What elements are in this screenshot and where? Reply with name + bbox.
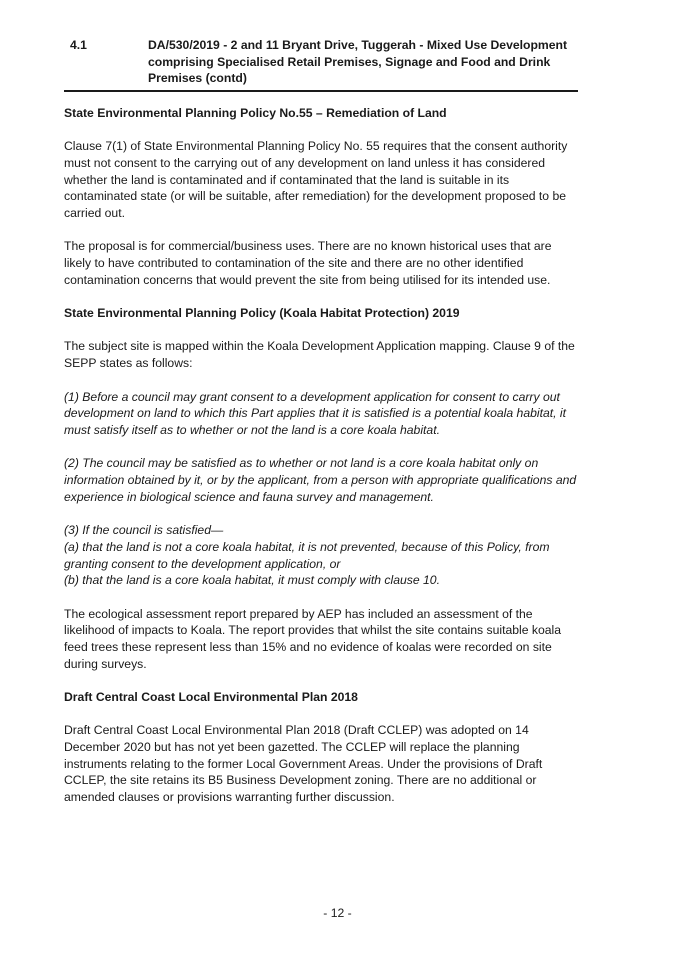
section-heading: State Environmental Planning Policy No.55 – Remediation of Land	[64, 106, 447, 120]
paragraph: Clause 7(1) of State Environmental Planning Policy No. 55 requires that the consent authority must not consent to the carrying out of any development on land unless it has considered whether the land is contaminated and if contaminated that the land is suitable in its contaminated state (or will be suitable, after remediation) for the development proposed to be carried out.	[64, 139, 568, 221]
paragraph: The ecological assessment report prepared by AEP has included an assessment of the likelihood of impacts to Koala. The report provides that whilst the site contains suitable koala feed trees these represent less than 15% and no evidence of koalas were recorded on site during surveys.	[64, 606, 562, 671]
section-heading: State Environmental Planning Policy (Koala Habitat Protection) 2019	[64, 306, 460, 321]
section-sepp55	[64, 105, 578, 289]
section-cclep	[64, 689, 578, 806]
report-header	[64, 37, 578, 92]
quoted-clause: (2) The council may be satisfied as to whether or not land is a core koala habitat only on information obtained by it, or by the applicant, from a person with appropriate qualifications and experience in biological science and fauna survey and management.	[64, 456, 577, 504]
document-body	[64, 105, 578, 823]
paragraph: The subject site is mapped within the Koala Development Application mapping. Clause 9 of the SEPP states as follows:	[64, 339, 575, 371]
section-heading: Draft Central Coast Local Environmental Plan 2018	[64, 690, 358, 705]
page-number: - 12 -	[323, 906, 352, 920]
section-koala	[64, 305, 578, 672]
report-title: DA/530/2019 - 2 and 11 Bryant Drive, Tuggerah - Mixed Use Development comprising Specialised Retail Premises, Signage and Food and Drink Premises (contd)	[148, 38, 568, 85]
item-number: 4.1	[70, 38, 87, 52]
quoted-clause: (1) Before a council may grant consent to a development application for consent to carry out development on land to which this Part applies that it is satisfied is a potential koala habitat, it must satisfy itself as to whether or not the land is a core koala habitat.	[64, 389, 567, 437]
quoted-clause: (b) that the land is a core koala habitat, it must comply with clause 10.	[64, 573, 440, 588]
quoted-clause: (3) If the council is satisfied—	[64, 523, 224, 538]
quoted-clause: (a) that the land is not a core koala habitat, it is not prevented, because of this Policy, from granting consent to the development application, or	[64, 539, 550, 571]
paragraph: The proposal is for commercial/business uses. There are no known historical uses that are likely to have contributed to contamination of the site and there are no other identified contamination concerns that would prevent the site from being utilised for its intended use.	[64, 239, 552, 287]
paragraph: Draft Central Coast Local Environmental Plan 2018 (Draft CCLEP) was adopted on 14 December 2020 but has not yet been gazetted. The CCLEP will replace the planning instruments relating to the former Local Government Areas. Under the provisions of Draft CCLEP, the site retains its B5 Business Development zoning. There are no additional or amended clauses or provisions warranting further discussion.	[64, 723, 543, 805]
